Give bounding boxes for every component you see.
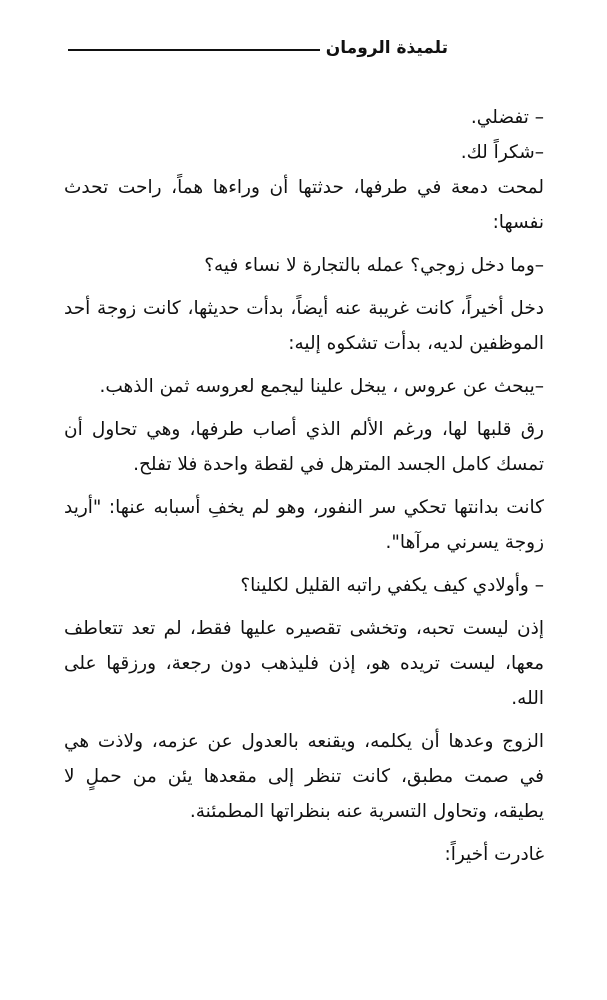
paragraph: – وأولادي كيف يكفي راتبه القليل لكلينا؟: [240, 575, 544, 596]
paragraph: إذن ليست تحبه، وتخشى تقصيره عليها فقط، لم تعد تتعاطف معها، ليست تريده هو، إذن فليذهب دون رجعة، ورزقها على الله.: [64, 618, 544, 709]
paragraph: غادرت أخيراً:: [444, 844, 544, 865]
paragraph: لمحت دمعة في طرفها، حدثتها أن وراءها هماً، راحت تحدث نفسها:: [64, 177, 544, 233]
paragraph: الزوج وعدها أن يكلمه، ويقنعه بالعدول عن عزمه، ولاذت هي في صمت مطبق، كانت تنظر إلى مقعدها يئن من حملٍ لا يطيقه، وتحاول التسرية عنه بنظراتها المطمئنة.: [64, 731, 544, 822]
paragraph: –يبحث عن عروس ، يبخل علينا ليجمع لعروسه ثمن الذهب.: [99, 376, 544, 397]
paragraph: –شكراً لك.: [460, 142, 544, 163]
body-text: [64, 100, 544, 880]
running-header: [68, 38, 448, 58]
paragraph: – تفضلي.: [470, 107, 544, 128]
paragraph: رق قلبها لها، ورغم الألم الذي أصاب طرفها، وهي تحاول أن تمسك كامل الجسد المترهل في لقطة واحدة فلا تفلح.: [64, 419, 544, 475]
paragraph: كانت بدانتها تحكي سر النفور، وهو لم يخفِ أسبابه عنها: "أريد زوجة يسرني مرآها".: [64, 497, 544, 553]
paragraph: –وما دخل زوجي؟ عمله بالتجارة لا نساء فيه؟: [204, 255, 544, 276]
header-rule: [68, 49, 320, 51]
paragraph: دخل أخيراً، كانت غريبة عنه أيضاً، بدأت حديثها، كانت زوجة أحد الموظفين لديه، بدأت تشكوه إليه:: [64, 298, 544, 354]
header-title: تلميذة الرومان: [325, 38, 448, 58]
